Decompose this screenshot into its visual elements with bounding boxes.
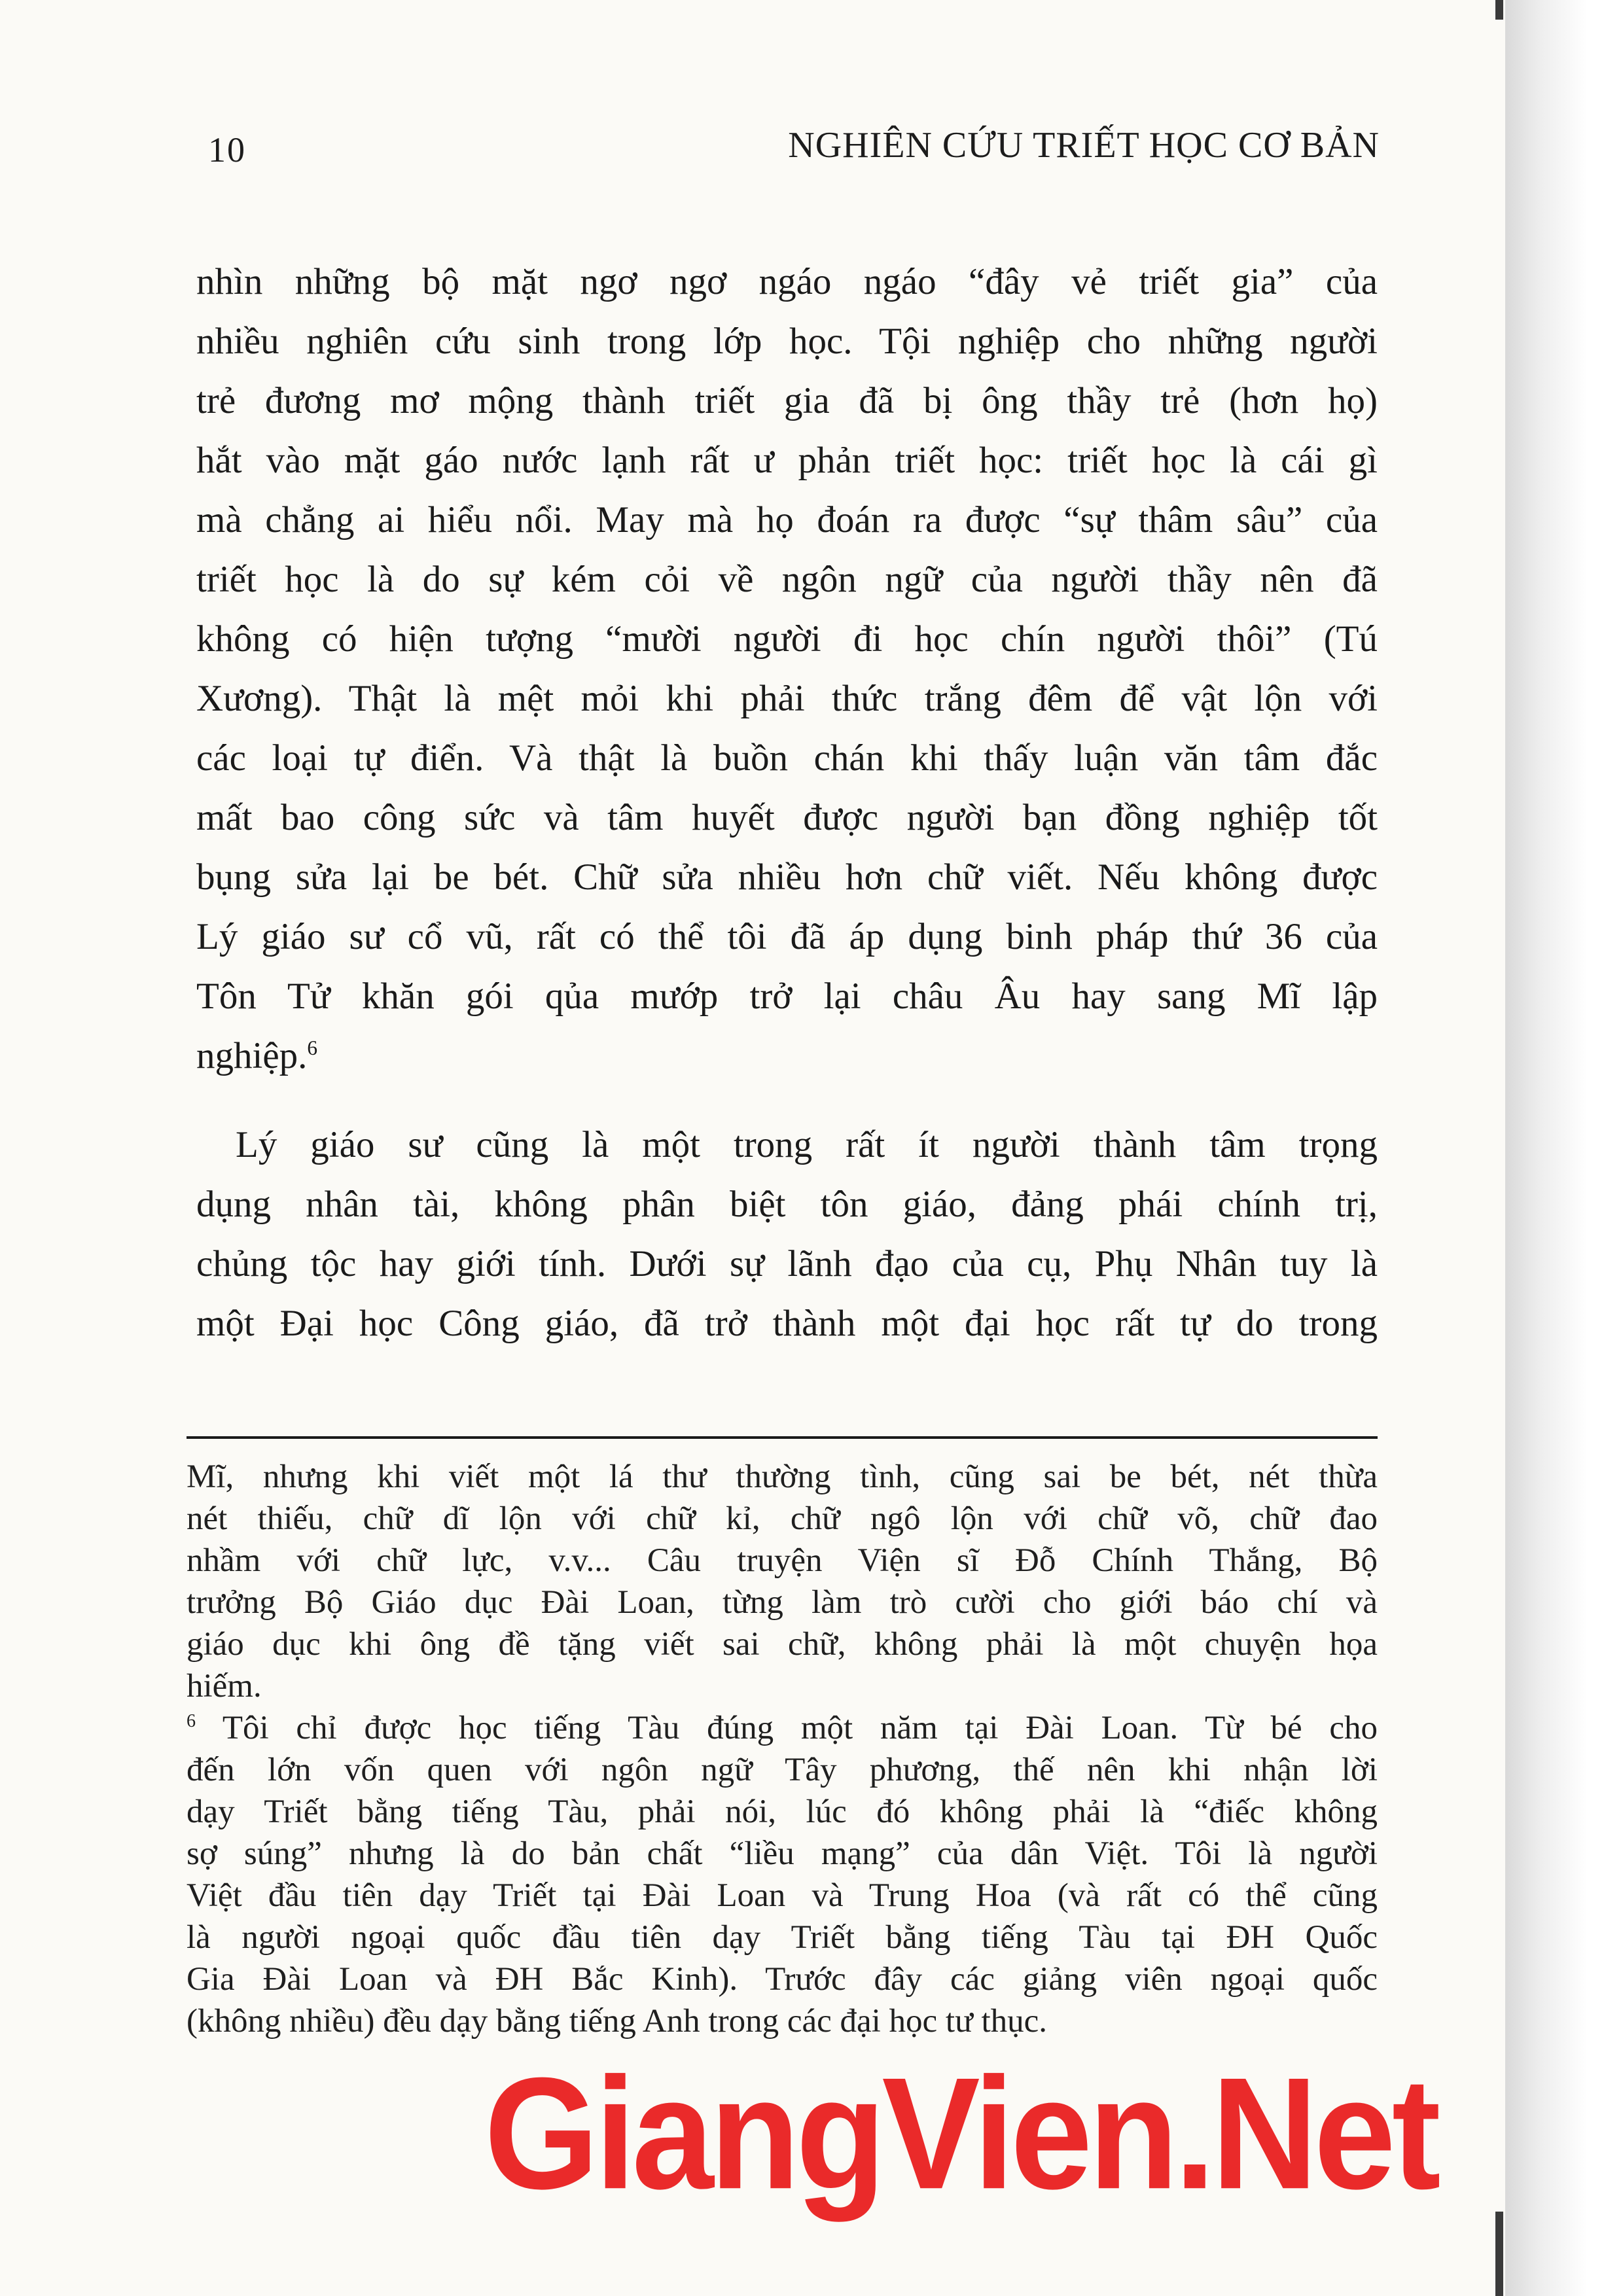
footnote-line: sợ súng” nhưng là do bản chất “liều mạng” của dân Việt. Tôi là người (187, 1835, 1378, 1872)
footnote-line: đến lớn vốn quen với ngôn ngữ Tây phương, thế nên khi nhận lời (187, 1752, 1378, 1788)
page-number: 10 (208, 130, 246, 169)
footnote-line: nét thiếu, chữ dĩ lộn với chữ kỉ, chữ ngô lộn với chữ võ, chữ đao (187, 1500, 1378, 1537)
footnote-continuation (187, 1456, 1378, 1707)
watermark: GiangVien.Net (484, 2043, 1437, 2223)
text-line: bụng sửa lại be bét. Chữ sửa nhiều hơn chữ viết. Nếu không được (196, 857, 1378, 898)
footnote-line: trưởng Bộ Giáo dục Đài Loan, từng làm trò cười cho giới báo chí và (187, 1584, 1378, 1621)
body-text (196, 252, 1378, 1353)
text-line (196, 1026, 1378, 1086)
page-edge-mark (1495, 2212, 1503, 2296)
footnote-line: hiếm. (187, 1668, 262, 1704)
footnote-line: Việt đầu tiên dạy Triết tại Đài Loan và Trung Hoa (và rất có thể cũng (187, 1877, 1378, 1914)
footnote-line: Gia Đài Loan và ĐH Bắc Kinh). Trước đây các giảng viên ngoại quốc (187, 1961, 1378, 1998)
footnote-number: 6 (187, 1711, 196, 1731)
paragraph-1 (196, 252, 1378, 1086)
text-line: trẻ đương mơ mộng thành triết gia đã bị ông thầy trẻ (hơn họ) (196, 380, 1378, 421)
text-line: triết học là do sự kém cỏi về ngôn ngữ của người thầy nên đã (196, 559, 1378, 600)
text-line: mất bao công sức và tâm huyết được người bạn đồng nghiệp tốt (196, 797, 1378, 838)
footnote-line: (không nhiều) đều dạy bằng tiếng Anh trong các đại học tư thục. (187, 2003, 1048, 2040)
text-line: dụng nhân tài, không phân biệt tôn giáo, đảng phái chính trị, (196, 1184, 1378, 1225)
running-head: NGHIÊN CỨU TRIẾT HỌC CƠ BẢN (788, 125, 1380, 166)
text-line: không có hiện tượng “mười người đi học chín người thôi” (Tú (196, 618, 1378, 660)
page-edge-mark (1495, 0, 1503, 20)
footnotes (187, 1456, 1378, 2042)
paragraph-gap (196, 1086, 1378, 1115)
text-line: nhìn những bộ mặt ngơ ngơ ngáo ngáo “đây vẻ triết gia” của (196, 261, 1378, 302)
text-line: Lý giáo sư cũng là một trong rất ít người thành tâm trọng (236, 1124, 1378, 1165)
text-line: Xương). Thật là mệt mỏi khi phải thức trắng đêm để vật lộn với (196, 678, 1378, 719)
text-line: Lý giáo sư cổ vũ, rất có thể tôi đã áp dụng binh pháp thứ 36 của (196, 916, 1378, 957)
text-line: Tôn Tử khăn gói qủa mướp trở lại châu Âu hay sang Mĩ lập (196, 976, 1378, 1017)
footnote-line (187, 1707, 1378, 1749)
text-line: một Đại học Công giáo, đã trở thành một đại học rất tự do trong (196, 1303, 1378, 1344)
footnote-line: giáo dục khi ông đề tặng viết sai chữ, không phải là một chuyện họa (187, 1626, 1378, 1663)
text-line: mà chẳng ai hiểu nổi. May mà họ đoán ra được “sự thâm sâu” của (196, 499, 1378, 540)
text-line: hắt vào mặt gáo nước lạnh rất ư phản triết học: triết học là cái gì (196, 440, 1378, 481)
text-fragment: Tôi chỉ được học tiếng Tàu đúng một năm tại Đài Loan. Từ bé cho (196, 1710, 1378, 1746)
text-line: nhiều nghiên cứu sinh trong lớp học. Tội nghiệp cho những người (196, 321, 1378, 362)
footnote-6 (187, 1707, 1378, 2042)
footnote-separator (187, 1436, 1378, 1439)
text-fragment: nghiệp. (196, 1035, 308, 1076)
footnote-line: dạy Triết bằng tiếng Tàu, phải nói, lúc đó không phải là “điếc không (187, 1793, 1378, 1830)
text-line: chủng tộc hay giới tính. Dưới sự lãnh đạo của cụ, Phụ Nhân tuy là (196, 1243, 1378, 1284)
text-line: các loại tự điển. Và thật là buồn chán khi thấy luận văn tâm đắc (196, 737, 1378, 779)
page-header (208, 124, 1380, 177)
footnote-line: Mĩ, nhưng khi viết một lá thư thường tình, cũng sai be bét, nét thừa (187, 1458, 1378, 1495)
footnote-reference[interactable]: 6 (307, 1036, 318, 1059)
paragraph-2 (196, 1115, 1378, 1353)
footnote-line: nhầm với chữ lực, v.v... Câu truyện Viện sĩ Đỗ Chính Thắng, Bộ (187, 1542, 1378, 1579)
book-gutter (1505, 0, 1623, 2296)
footnote-line: là người ngoại quốc đầu tiên dạy Triết bằng tiếng Tàu tại ĐH Quốc (187, 1919, 1378, 1956)
